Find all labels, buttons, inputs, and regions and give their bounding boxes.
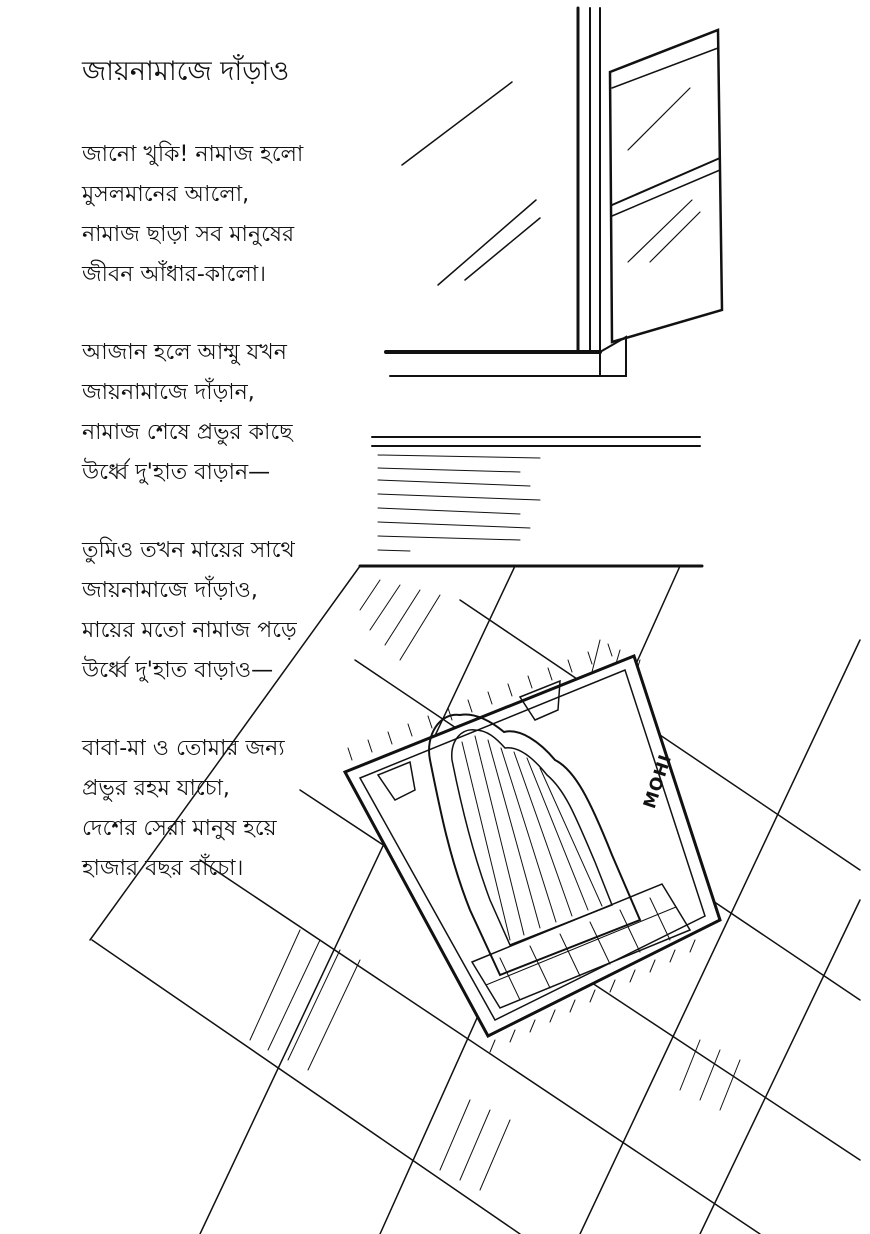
poem-line: জায়নামাজে দাঁড়ান, [82,380,255,405]
artist-signature: MOHI [640,751,677,812]
poem-line: জানো খুকি! নামাজ হলো [82,142,304,167]
window-drawing [386,8,722,376]
poem-line: উর্ধ্বে দু'হাত বাড়ান— [82,460,271,485]
poem-line: প্রভুর রহম যাচো, [82,776,230,801]
poem-line: মায়ের মতো নামাজ পড়ে [82,618,297,643]
poem-line: বাবা-মা ও তোমার জন্য [82,736,285,761]
poem-line: হাজার বছর বাঁচো। [82,856,244,881]
poem-line: দেশের সেরা মানুষ হয়ে [82,816,277,841]
poem-line: জীবন আঁধার-কালো। [82,262,267,287]
poem-line: মুসলমানের আলো, [82,182,250,207]
poem-line: আজান হলে আম্মু যখন [82,340,287,365]
prayer-mat-drawing [345,644,720,1052]
poem-line: নামাজ ছাড়া সব মানুষের [82,222,295,247]
poem-line: তুমিও তখন মায়ের সাথে [82,538,295,563]
poem-line: নামাজ শেষে প্রভুর কাছে [82,420,293,445]
poem-title: জায়নামাজে দাঁড়াও [82,56,290,87]
poem-line: উর্ধ্বে দু'হাত বাড়াও— [82,658,274,683]
wall-band-drawing [360,437,702,566]
poem-line: জায়নামাজে দাঁড়াও, [82,578,258,603]
